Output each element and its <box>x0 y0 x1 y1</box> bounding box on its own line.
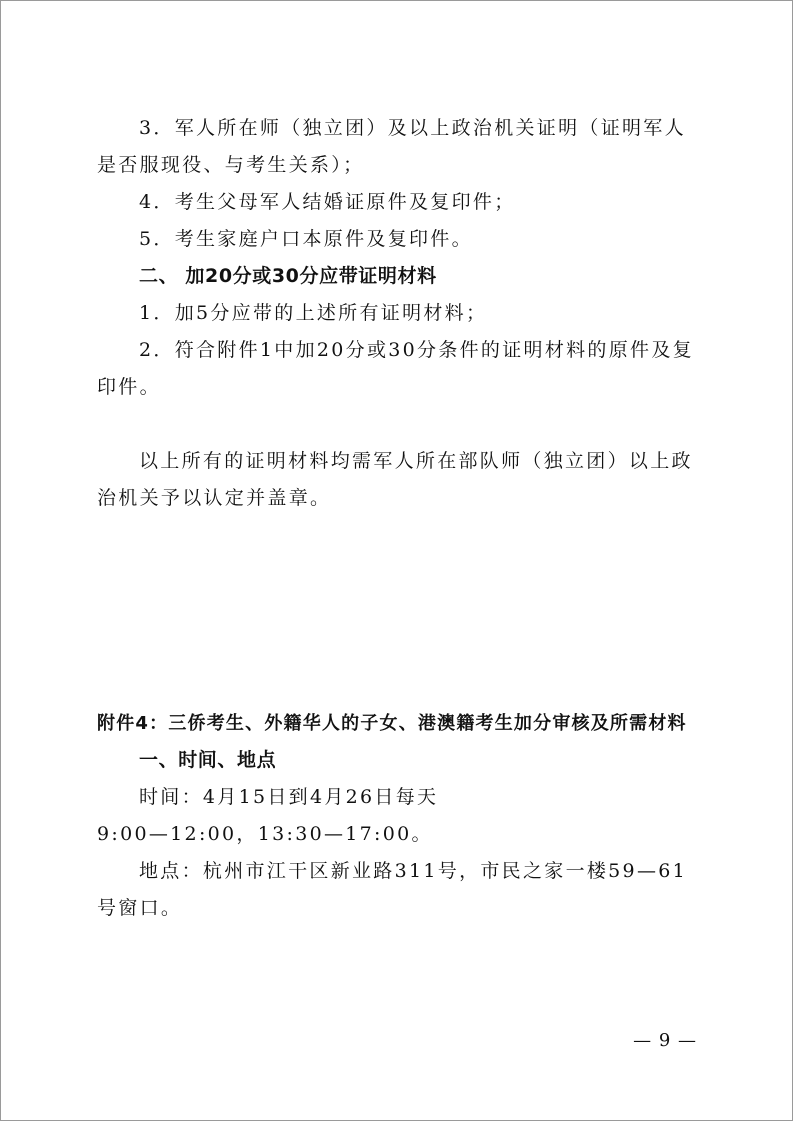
time-line-1: 时间：4月15日到4月26日每天 <box>139 786 439 808</box>
item-5: 5．考生家庭户口本原件及复印件。 <box>139 228 473 250</box>
time-line-2: 9:00—12:00，13:30—17:00。 <box>97 823 433 845</box>
section-2-item-2: 2．符合附件1中加20分或30分条件的证明材料的原件及复印件。 <box>97 339 694 398</box>
certification-note: 以上所有的证明材料均需军人所在部队师（独立团）以上政治机关予以认定并盖章。 <box>97 450 693 509</box>
annex-4-section-1-heading: 一、时间、地点 <box>139 749 277 771</box>
section-2-heading: 二、 加20分或30分应带证明材料 <box>139 265 437 287</box>
blank-space <box>97 517 697 705</box>
page-number: — 9 — <box>633 1030 697 1051</box>
item-4: 4．考生父母军人结婚证原件及复印件； <box>139 191 516 213</box>
item-3: 3．军人所在师（独立团）及以上政治机关证明（证明军人是否服现役、与考生关系）； <box>97 117 686 176</box>
section-2-item-1: 1．加5分应带的上述所有证明材料； <box>139 302 488 324</box>
blank-line <box>97 406 697 443</box>
document-body <box>97 110 697 927</box>
annex-4-title: 附件4：三侨考生、外籍华人的子女、港澳籍考生加分审核及所需材料 <box>97 713 687 734</box>
location-line: 地点：杭州市江干区新业路311号，市民之家一楼59—61号窗口。 <box>97 860 688 919</box>
